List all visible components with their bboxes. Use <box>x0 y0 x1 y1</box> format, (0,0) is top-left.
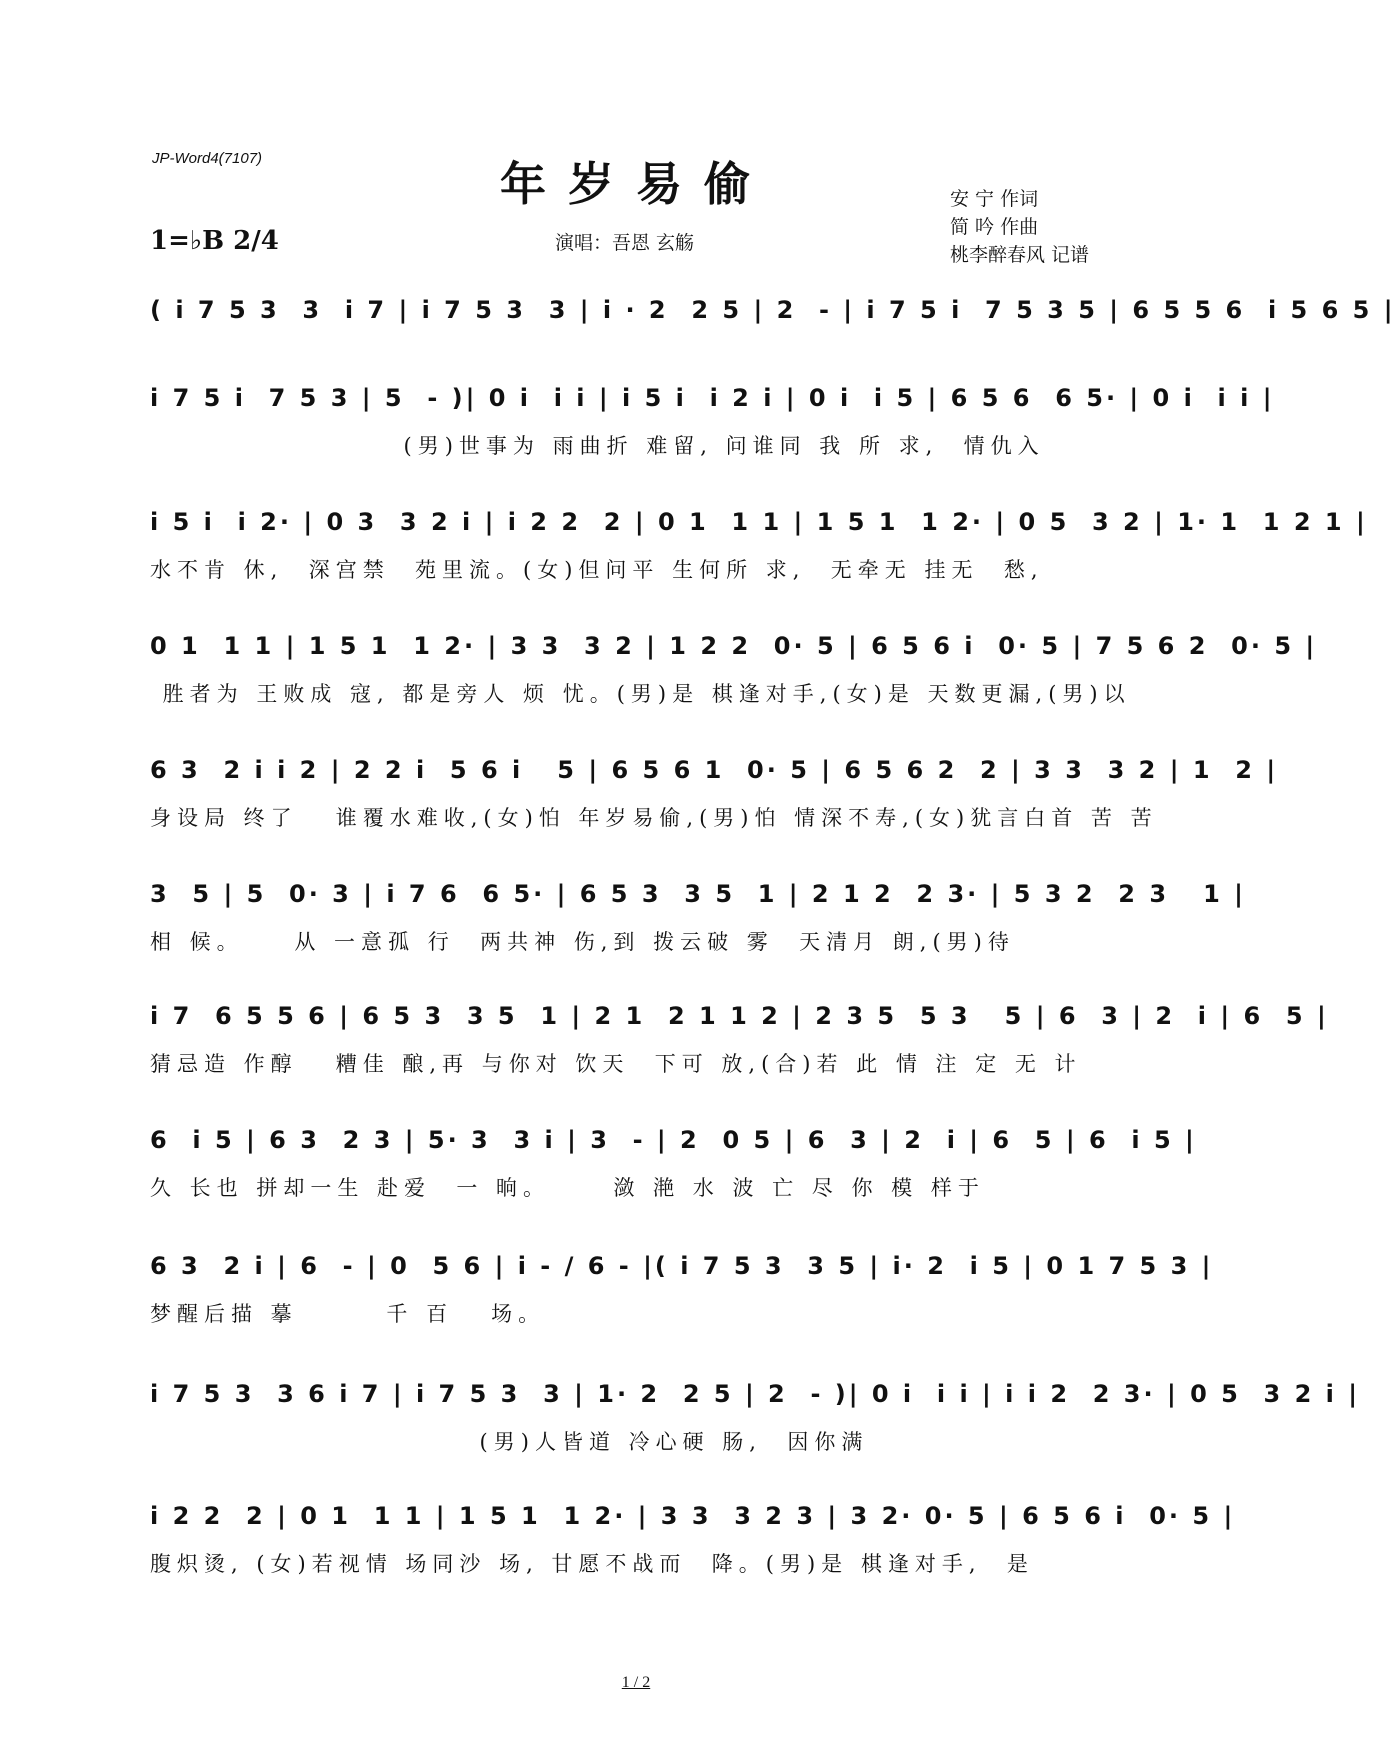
credits <box>950 185 1089 269</box>
key-signature: 1=♭B 2/4 <box>150 226 279 256</box>
notation-line: i 7 6 5 5 6 | 6 5 3 3 5 1 | 2 1 2 1 1 2 | 2 3 5 5 3 5 | 6 3 | 2 i | 6 5 | <box>150 1002 1329 1030</box>
lyric-line: (男)人皆道 冷心硬 肠, 因你满 <box>150 1430 869 1454</box>
notation-line: 6 3 2 i i 2 | 2 2 i 5 6 i 5 | 6 5 6 1 0· 5 | 6 5 6 2 2 | 3 3 3 2 | 1 2 | <box>150 756 1279 784</box>
lyric-line: 猜忌造 作醇 糟佳 酿,再 与你对 饮天 下可 放,(合)若 此 情 注 定 无 计 <box>150 1052 1082 1076</box>
watermark: JP-Word4(7107) <box>152 150 263 167</box>
composer: 简 吟 作曲 <box>950 216 1039 238</box>
notation-line: ( i 7 5 3 3 i 7 | i 7 5 3 3 | i · 2 2 5 | 2 - | i 7 5 i 7 5 3 5 | 6 5 5 6 i 5 6 5 | <box>150 296 1395 324</box>
song-title: 年岁易偷 <box>500 157 772 211</box>
lyric-line <box>150 342 1125 372</box>
lyric-line: 身设局 终了 谁覆水难收,(女)怕 年岁易偷,(男)怕 情深不寿,(女)犹言白首 苦 苦 <box>150 806 1158 830</box>
notation-line: 6 3 2 i | 6 - | 0 5 6 | i - / 6 - |( i 7 5 3 3 5 | i· 2 i 5 | 0 1 7 5 3 | <box>150 1252 1214 1280</box>
notation-line: i 2 2 2 | 0 1 1 1 | 1 5 1 1 2· | 3 3 3 2 3 | 3 2· 0· 5 | 6 5 6 i 0· 5 | <box>150 1502 1236 1530</box>
notation-line: i 5 i i 2· | 0 3 3 2 i | i 2 2 2 | 0 1 1 1 | 1 5 1 1 2· | 0 5 3 2 | 1· 1 1 2 1 | <box>150 508 1368 536</box>
singers: 演唱：吾恩 玄觞 <box>555 232 695 254</box>
notation-line: i 7 5 i 7 5 3 | 5 - )| 0 i i i | i 5 i i 2 i | 0 i i 5 | 6 5 6 6 5· | 0 i i i | <box>150 384 1275 412</box>
lyricist: 安 宁 作词 <box>950 188 1039 210</box>
lyric-line: 腹炽烫, (女)若视情 场同沙 场, 甘愿不战而 降。(男)是 棋逢对手, 是 <box>150 1552 1034 1576</box>
notation-line: i 7 5 3 3 6 i 7 | i 7 5 3 3 | 1· 2 2 5 | 2 - )| 0 i i i | i i 2 2 3· | 0 5 3 2 i | <box>150 1380 1360 1408</box>
page-number <box>0 1674 1272 1692</box>
lyric-line: 梦醒后描 摹 千 百 场。 <box>150 1302 546 1326</box>
notation-line: 3 5 | 5 0· 3 | i 7 6 6 5· | 6 5 3 3 5 1 | 2 1 2 2 3· | 5 3 2 2 3 1 | <box>150 880 1246 908</box>
lyric-line: 久 长也 拼却一生 赴爱 一 晌。 潋 滟 水 波 亡 尽 你 模 样于 <box>150 1176 985 1200</box>
lyric-line: 相 候。 从 一意孤 行 两共神 伤,到 拨云破 雾 天清月 朗,(男)待 <box>150 930 1015 954</box>
notation-line: 6 i 5 | 6 3 2 3 | 5· 3 3 i | 3 - | 2 0 5 | 6 3 | 2 i | 6 5 | 6 i 5 | <box>150 1126 1197 1154</box>
lyric-line: 水不肯 休, 深宫禁 苑里流。(女)但问平 生何所 求, 无牵无 挂无 愁, <box>150 558 1044 582</box>
lyric-line: (男)世事为 雨曲折 难留, 问谁同 我 所 求, 情仇入 <box>150 434 1045 458</box>
page-number-text: 1 / 2 <box>621 1674 651 1691</box>
lyric-line: 胜者为 王败成 寇, 都是旁人 烦 忧。(男)是 棋逢对手,(女)是 天数更漏,(男)以 <box>150 682 1131 706</box>
notation-line: 0 1 1 1 | 1 5 1 1 2· | 3 3 3 2 | 1 2 2 0· 5 | 6 5 6 i 0· 5 | 7 5 6 2 0· 5 | <box>150 632 1318 660</box>
transcriber: 桃李醉春风 记谱 <box>950 244 1090 266</box>
